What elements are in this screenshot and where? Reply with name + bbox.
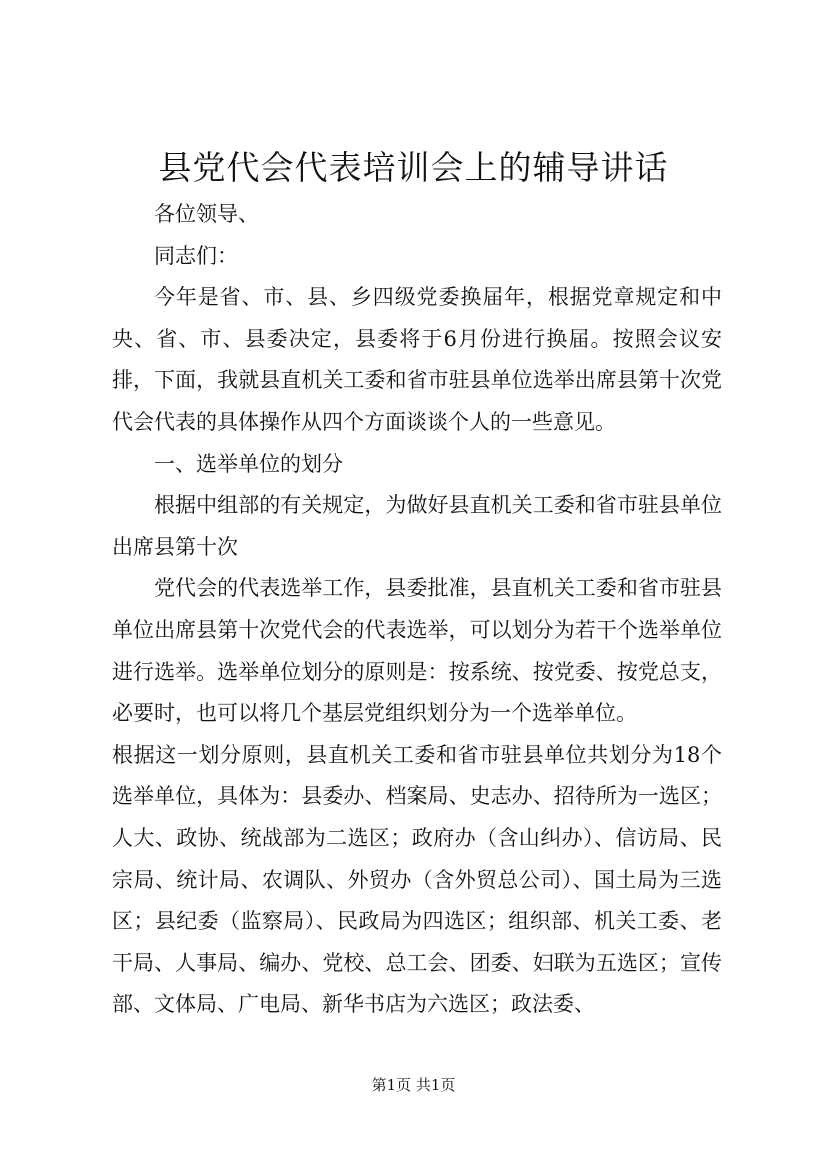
body-paragraph-continuation: 根据这一划分原则，县直机关工委和省市驻县单位共划分为18个选举单位，具体为：县委办、档案局、史志办、招待所为一选区；人大、政协、统战部为二选区；政府办（含山纠办）、信访局、民宗局、统计局、农调队、外贸办（含外贸总公司）、国土局为三选区；县纪委（监察局）、民政局为四选区；组织部、机关工委、老干局、人事局、编办、党校、总工会、团委、妇联为五选区；宣传部、文体局、广电局、新华书店为六选区；政法委、	[112, 742, 722, 1017]
body-paragraph: 根据中组部的有关规定，为做好县直机关工委和省市驻县单位出席县第十次	[112, 493, 722, 559]
body-paragraph: 党代会的代表选举工作，县委批准，县直机关工委和省市驻县单位出席县第十次党代会的代表选举，可以划分为若干个选举单位进行选举。选举单位划分的原则是：按系统、按党委、按党总支，必要时，也可以将几个基层党组织划分为一个选举单位。	[112, 576, 722, 726]
salutation-comrades: 同志们：	[154, 243, 238, 268]
document-title: 县党代会代表培训会上的辅导讲话	[158, 148, 669, 187]
section-heading-1: 一、选举单位的划分	[154, 451, 343, 476]
page-footer: 第1页 共1页	[371, 1076, 456, 1094]
document-body	[112, 194, 722, 1026]
salutation-leaders: 各位领导、	[154, 202, 259, 226]
intro-paragraph: 今年是省、市、县、乡四级党委换届年，根据党章规定和中央、省、市、县委决定，县委将于6月份进行换届。按照会议安排，下面，我就县直机关工委和省市驻县单位选举出席县第十次党代会代表的具体操作从四个方面谈谈个人的一些意见。	[112, 285, 722, 434]
